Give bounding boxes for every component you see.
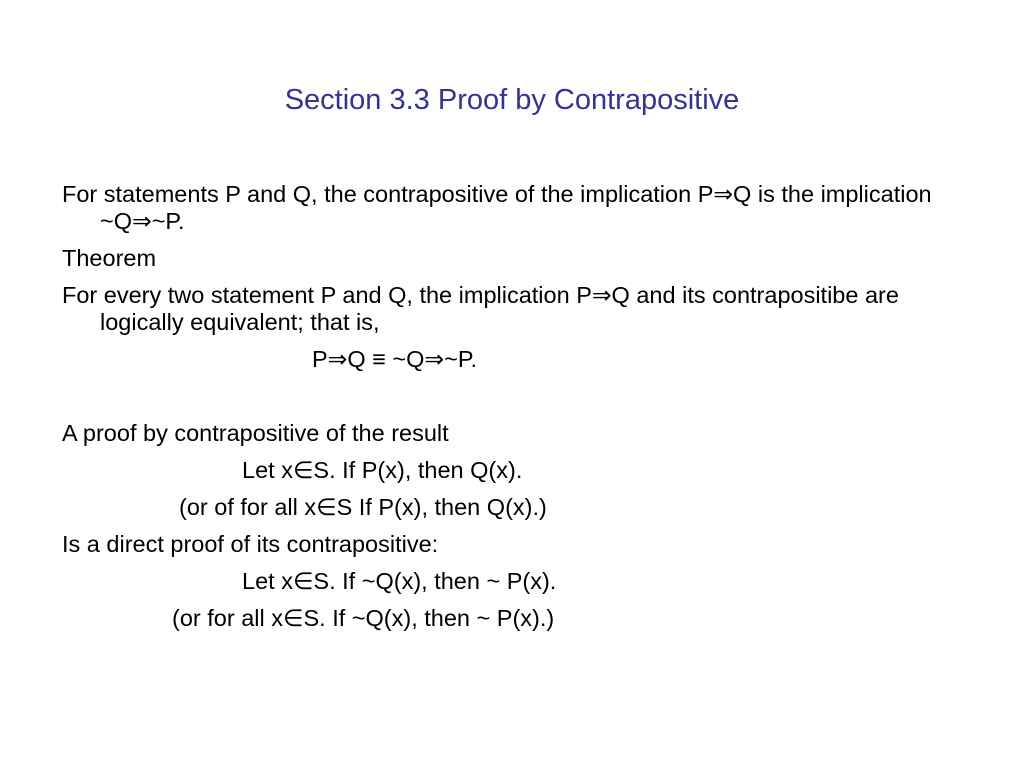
definition-paragraph: For statements P and Q, the contrapositive of the implication P⇒Q is the implication ~Q⇒~P. [62, 181, 932, 234]
result-statement: Let x∈S. If P(x), then Q(x). [242, 457, 523, 483]
contrapositive-statement: Let x∈S. If ~Q(x), then ~ P(x). [242, 568, 557, 594]
direct-proof-intro: Is a direct proof of its contrapositive: [62, 531, 439, 557]
theorem-statement: For every two statement P and Q, the implication P⇒Q and its contrapositibe are logically equivalent; that is, [62, 282, 899, 335]
slide-body [62, 181, 962, 642]
spacer [62, 383, 962, 420]
equivalence-formula: P⇒Q ≡ ~Q⇒~P. [312, 346, 478, 372]
result-alternative: (or of for all x∈S If P(x), then Q(x).) [179, 494, 547, 520]
theorem-heading: Theorem [62, 245, 157, 271]
slide-title: Section 3.3 Proof by Contrapositive [284, 84, 740, 116]
proof-intro: A proof by contrapositive of the result [62, 420, 449, 446]
contrapositive-alternative: (or for all x∈S. If ~Q(x), then ~ P(x).) [172, 605, 555, 631]
